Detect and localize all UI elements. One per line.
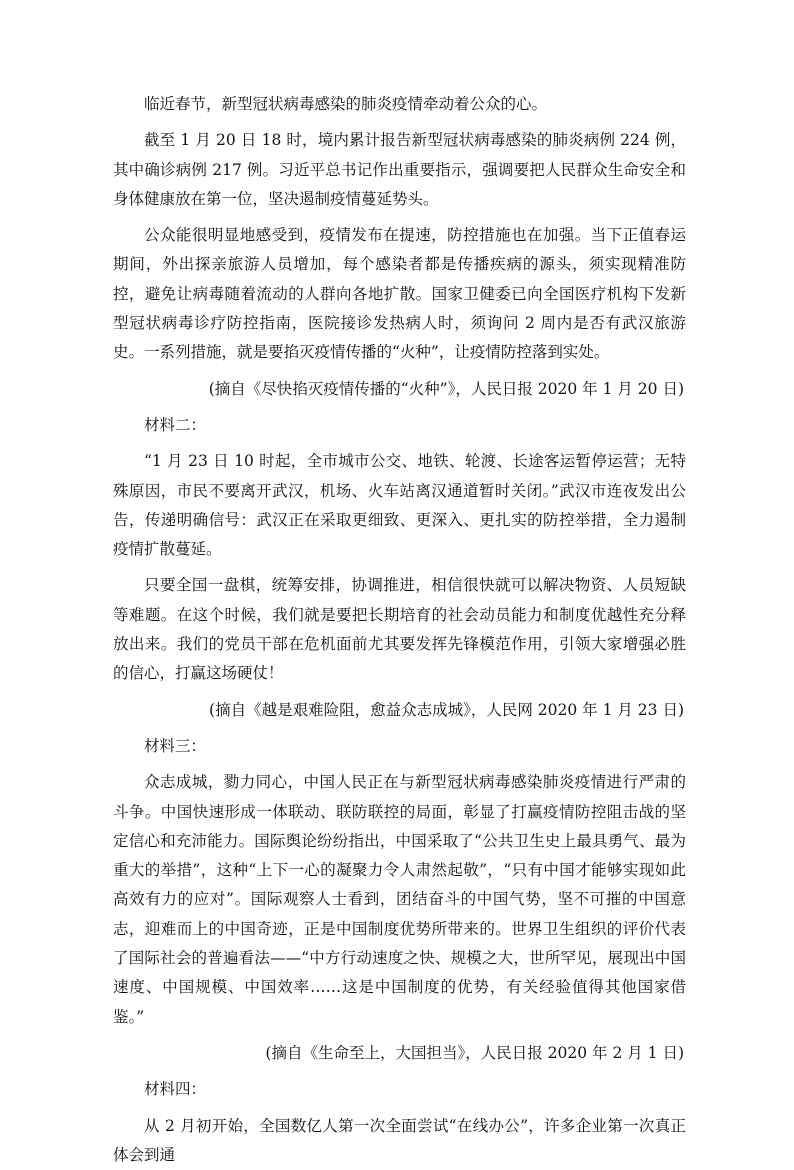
material3-label: 材料三：: [113, 732, 686, 761]
material2-source: (摘自《越是艰难险阻，愈益众志成城》，人民网 2020 年 1 月 23 日): [113, 696, 686, 725]
material2-paragraph-2: 只要全国一盘棋，统筹安排，协调推进，相信很快就可以解决物资、人员短缺等难题。在这个时候，我们就是要把长期培育的社会动员能力和制度优越性充分释放出来。我们的党员干部在危机面前尤其要发挥先锋模范作用，引领大家增强必胜的信心，打赢这场硬仗！: [113, 571, 686, 688]
material4-label: 材料四：: [113, 1075, 686, 1104]
material2-paragraph-1: “1 月 23 日 10 时起，全市城市公交、地铁、轮渡、长途客运暂停运营；无特殊原因，市民不要离开武汉，机场、火车站离汉通道暂时关闭。”武汉市连夜发出公告，传递明确信号：武汉正在采取更细致、更深入、更扎实的防控举措，全力遏制疫情扩散蔓延。: [113, 447, 686, 564]
material3-source: (摘自《生命至上，大国担当》，人民日报 2020 年 2 月 1 日): [113, 1039, 686, 1068]
material1-paragraph-3: 公众能很明显地感受到，疫情发布在提速，防控措施也在加强。当下正值春运期间，外出探亲旅游人员增加，每个感染者都是传播疾病的源头，须实现精准防控，避免让病毒随着流动的人群向各地扩散。国家卫健委已向全国医疗机构下发新型冠状病毒诊疗防控指南，医院接诊发热病人时，须询问 2 周内是否有武汉旅游史。一系列措施，就是要掐灭疫情传播的“火种”，让疫情防控落到实处。: [113, 221, 686, 367]
material1-paragraph-2: 截至 1 月 20 日 18 时，境内累计报告新型冠状病毒感染的肺炎病例 224 例，其中确诊病例 217 例。习近平总书记作出重要指示，强调要把人民群众生命安全和身体健康放在第一位，坚决遏制疫情蔓延势头。: [113, 126, 686, 214]
material4-paragraph-1: 从 2 月初开始，全国数亿人第一次全面尝试“在线办公”，许多企业第一次真正体会到通: [113, 1112, 686, 1170]
material1-source: (摘自《尽快掐灭疫情传播的“火种”》，人民日报 2020 年 1 月 20 日): [113, 375, 686, 404]
material2-label: 材料二：: [113, 411, 686, 440]
material3-paragraph-1: 众志成城，勠力同心，中国人民正在与新型冠状病毒感染肺炎疫情进行严肃的斗争。中国快速形成一体联动、联防联控的局面，彰显了打赢疫情防控阻击战的坚定信心和充沛能力。国际舆论纷纷指出，中国采取了“公共卫生史上最具勇气、最为重大的举措”，这种“上下一心的凝聚力令人肃然起敬”，“只有中国才能够实现如此高效有力的应对”。国际观察人士看到，团结奋斗的中国气势，坚不可摧的中国意志，迎难而上的中国奇迹，正是中国制度优势所带来的。世界卫生组织的评价代表了国际社会的普遍看法——“中方行动速度之快、规模之大，世所罕见，展现出中国速度、中国规模、中国效率……这是中国制度的优势，有关经验值得其他国家借鉴。”: [113, 768, 686, 1032]
document-page: [113, 90, 686, 1170]
material1-paragraph-1: 临近春节，新型冠状病毒感染的肺炎疫情牵动着公众的心。: [113, 90, 686, 119]
